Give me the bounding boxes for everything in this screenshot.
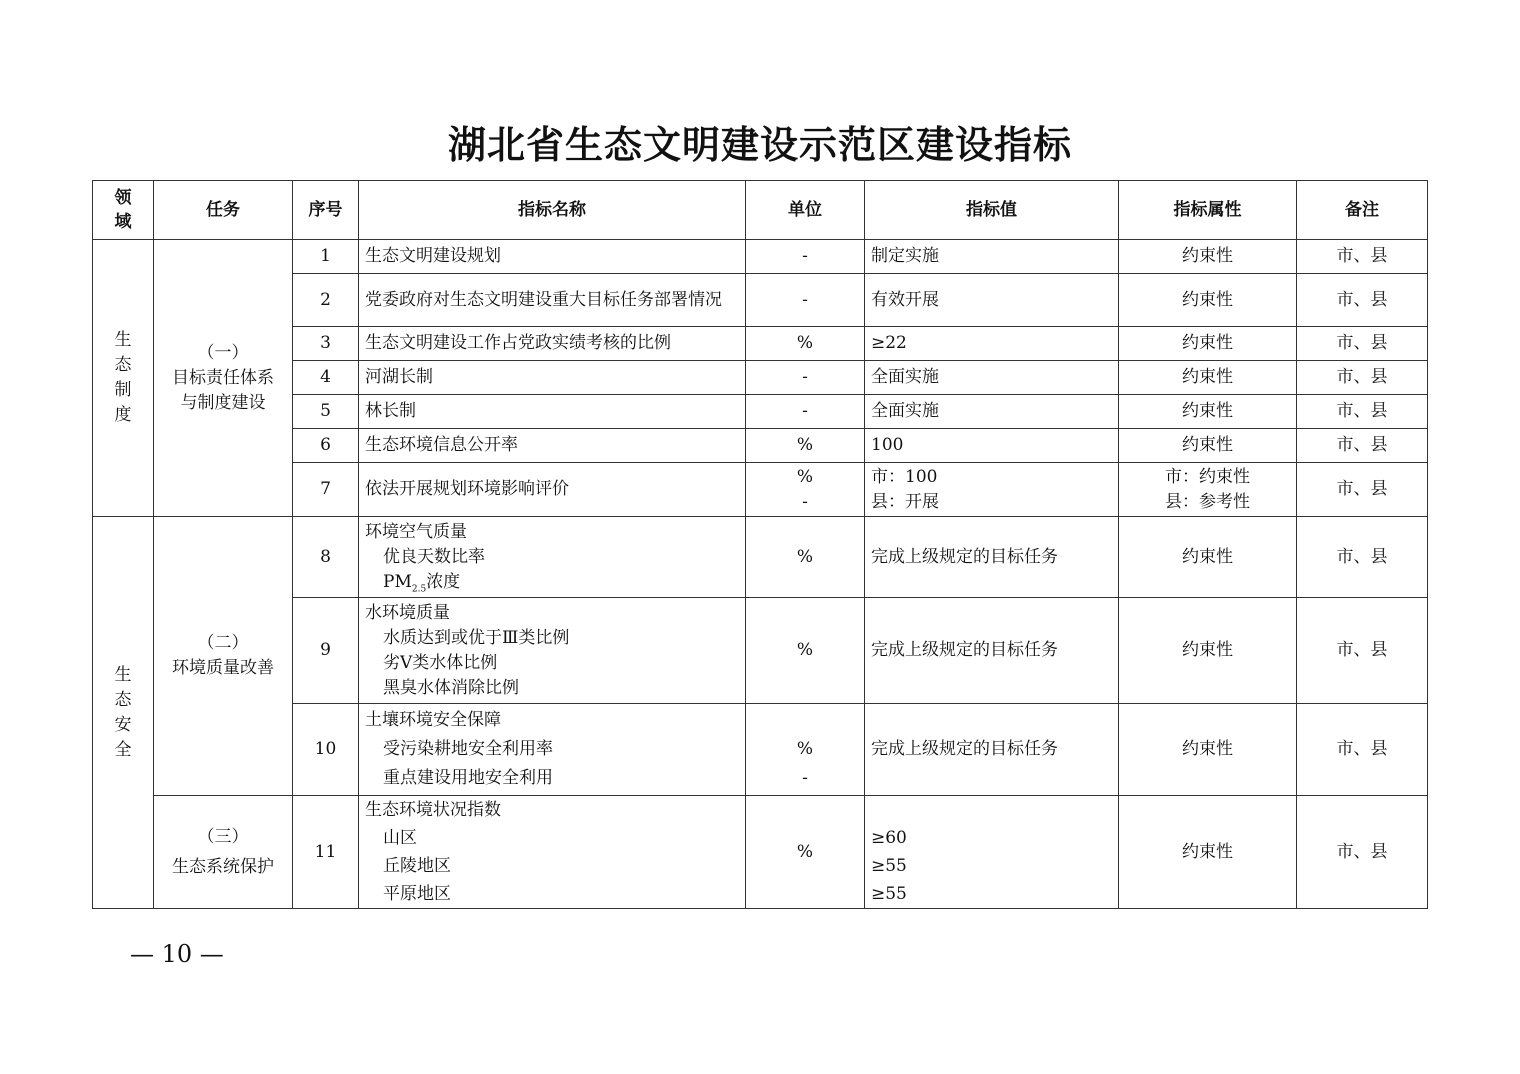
value-line: ≥55 xyxy=(871,856,907,876)
table-row xyxy=(93,517,1428,598)
unit-cell: - xyxy=(746,240,865,274)
task-label: 目标责任体系 xyxy=(172,367,274,388)
indicator-name: 党委政府对生态文明建设重大目标任务部署情况 xyxy=(359,274,746,327)
note-cell: 市、县 xyxy=(1297,517,1428,598)
value-cell xyxy=(865,463,1119,517)
unit-cell xyxy=(746,463,865,517)
attr-cell: 约束性 xyxy=(1119,429,1297,463)
indicator-name: 生态环境信息公开率 xyxy=(359,429,746,463)
note-cell: 市、县 xyxy=(1297,395,1428,429)
attr-cell: 约束性 xyxy=(1119,598,1297,704)
domain-cell-security xyxy=(93,517,154,909)
value-line: ≥55 xyxy=(871,884,907,904)
table-row xyxy=(93,395,1428,429)
unit-cell xyxy=(746,704,865,796)
indicator-name: 依法开展规划环境影响评价 xyxy=(359,463,746,517)
attr-cell: 约束性 xyxy=(1119,240,1297,274)
seq-cell: 11 xyxy=(293,796,359,909)
indicator-name: 生态文明建设工作占党政实绩考核的比例 xyxy=(359,327,746,361)
seq-cell: 7 xyxy=(293,463,359,517)
indicator-name-cell xyxy=(359,517,746,598)
indicator-name: 河湖长制 xyxy=(359,361,746,395)
concentration-label: 浓度 xyxy=(426,571,461,592)
indicator-sub: 重点建设用地安全利用 xyxy=(383,768,553,788)
attr-cell: 约束性 xyxy=(1119,361,1297,395)
indicator-sub: 受污染耕地安全利用率 xyxy=(383,739,553,759)
unit-cell: % xyxy=(746,429,865,463)
domain-char: 全 xyxy=(114,739,132,760)
seq-cell: 1 xyxy=(293,240,359,274)
indicator-sub: 山区 xyxy=(383,828,417,848)
attr-cell: 约束性 xyxy=(1119,327,1297,361)
note-cell: 市、县 xyxy=(1297,796,1428,909)
table-row xyxy=(93,361,1428,395)
indicator-name: 生态环境状况指数 xyxy=(365,800,501,820)
note-cell: 市、县 xyxy=(1297,361,1428,395)
indicator-sub: 黑臭水体消除比例 xyxy=(383,677,519,698)
table-row xyxy=(93,240,1428,274)
table-row xyxy=(93,463,1428,517)
unit-cell: % xyxy=(746,598,865,704)
note-cell: 市、县 xyxy=(1297,463,1428,517)
domain-char: 生 xyxy=(114,330,132,350)
unit-cell: % xyxy=(746,327,865,361)
header-note: 备注 xyxy=(1297,181,1428,240)
table-row xyxy=(93,796,1428,909)
header-seq: 序号 xyxy=(293,181,359,240)
header-domain-label: 领域 xyxy=(114,187,132,232)
domain-char: 度 xyxy=(114,405,132,425)
attr-cell: 约束性 xyxy=(1119,395,1297,429)
value-cell: 全面实施 xyxy=(865,395,1119,429)
indicator-name: 环境空气质量 xyxy=(365,521,467,542)
attr-cell: 约束性 xyxy=(1119,517,1297,598)
task-cell-1 xyxy=(154,240,293,517)
pm-subscript: 2.5 xyxy=(411,583,427,594)
attr-line: 县：参考性 xyxy=(1165,491,1250,512)
document-title: 湖北省生态文明建设示范区建设指标 xyxy=(447,123,1072,167)
table-row xyxy=(93,598,1428,704)
domain-char: 生 xyxy=(114,664,132,685)
indicator-sub: 平原地区 xyxy=(383,884,451,904)
seq-cell: 9 xyxy=(293,598,359,704)
task-number: （一） xyxy=(197,342,249,363)
seq-cell: 2 xyxy=(293,274,359,327)
domain-char: 态 xyxy=(114,355,132,375)
value-cell: 制定实施 xyxy=(865,240,1119,274)
unit-cell: - xyxy=(746,274,865,327)
task-label: 生态系统保护 xyxy=(172,857,274,877)
header-task: 任务 xyxy=(154,181,293,240)
domain-char: 态 xyxy=(114,689,132,710)
seq-cell: 4 xyxy=(293,361,359,395)
unit-cell: % xyxy=(746,796,865,909)
indicator-name: 水环境质量 xyxy=(365,602,450,623)
note-cell: 市、县 xyxy=(1297,274,1428,327)
domain-char: 安 xyxy=(114,714,132,735)
table-row xyxy=(93,704,1428,796)
value-line xyxy=(871,796,1112,824)
note-cell: 市、县 xyxy=(1297,598,1428,704)
table-row xyxy=(93,327,1428,361)
task-label: 环境质量改善 xyxy=(172,658,274,678)
indicator-name-cell xyxy=(359,796,746,909)
domain-cell-institution xyxy=(93,240,154,517)
table-row xyxy=(93,429,1428,463)
value-line: 县：开展 xyxy=(871,491,939,512)
value-cell: ≥22 xyxy=(865,327,1119,361)
indicator-name-cell xyxy=(359,704,746,796)
page-number: — 10 — xyxy=(130,940,224,968)
indicator-sub xyxy=(365,570,739,595)
indicator-table xyxy=(92,180,1428,909)
unit-line: - xyxy=(802,491,808,512)
indicator-sub: 优良天数比率 xyxy=(383,546,485,567)
attr-cell: 约束性 xyxy=(1119,704,1297,796)
indicator-name: 林长制 xyxy=(359,395,746,429)
task-label: 与制度建设 xyxy=(180,392,266,413)
header-name: 指标名称 xyxy=(359,181,746,240)
value-cell: 100 xyxy=(865,429,1119,463)
header-attr: 指标属性 xyxy=(1119,181,1297,240)
indicator-name: 生态文明建设规划 xyxy=(359,240,746,274)
value-cell: 完成上级规定的目标任务 xyxy=(865,517,1119,598)
domain-char: 制 xyxy=(114,380,132,400)
seq-cell: 5 xyxy=(293,395,359,429)
note-cell: 市、县 xyxy=(1297,429,1428,463)
indicator-name-cell xyxy=(359,598,746,704)
value-cell: 完成上级规定的目标任务 xyxy=(865,598,1119,704)
task-number: （三） xyxy=(197,827,249,847)
indicator-sub: 水质达到或优于Ⅲ类比例 xyxy=(383,627,570,648)
unit-line: - xyxy=(802,768,808,788)
table-header-row xyxy=(93,181,1428,240)
indicator-sub: 丘陵地区 xyxy=(383,856,451,876)
note-cell: 市、县 xyxy=(1297,704,1428,796)
attr-cell xyxy=(1119,463,1297,517)
header-unit: 单位 xyxy=(746,181,865,240)
seq-cell: 8 xyxy=(293,517,359,598)
seq-cell: 10 xyxy=(293,704,359,796)
value-cell: 有效开展 xyxy=(865,274,1119,327)
header-domain xyxy=(93,181,154,240)
indicator-sub: 劣Ⅴ类水体比例 xyxy=(383,652,498,673)
pm-label: PM xyxy=(383,571,412,592)
unit-line xyxy=(752,706,858,735)
attr-cell: 约束性 xyxy=(1119,796,1297,909)
unit-cell: % xyxy=(746,517,865,598)
indicator-name: 土壤环境安全保障 xyxy=(365,710,501,730)
value-cell: 完成上级规定的目标任务 xyxy=(865,704,1119,796)
note-cell: 市、县 xyxy=(1297,240,1428,274)
task-cell-2 xyxy=(154,517,293,796)
attr-line: 市：约束性 xyxy=(1165,466,1250,487)
header-value: 指标值 xyxy=(865,181,1119,240)
value-cell: 全面实施 xyxy=(865,361,1119,395)
value-cell xyxy=(865,796,1119,909)
attr-cell: 约束性 xyxy=(1119,274,1297,327)
seq-cell: 6 xyxy=(293,429,359,463)
unit-line: % xyxy=(796,739,814,759)
note-cell: 市、县 xyxy=(1297,327,1428,361)
table-row xyxy=(93,274,1428,327)
task-number: （二） xyxy=(197,633,249,653)
value-line: 市：100 xyxy=(871,466,938,487)
unit-cell: - xyxy=(746,361,865,395)
seq-cell: 3 xyxy=(293,327,359,361)
value-line: ≥60 xyxy=(871,828,907,848)
task-cell-3 xyxy=(154,796,293,909)
unit-cell: - xyxy=(746,395,865,429)
unit-line: % xyxy=(796,466,814,487)
